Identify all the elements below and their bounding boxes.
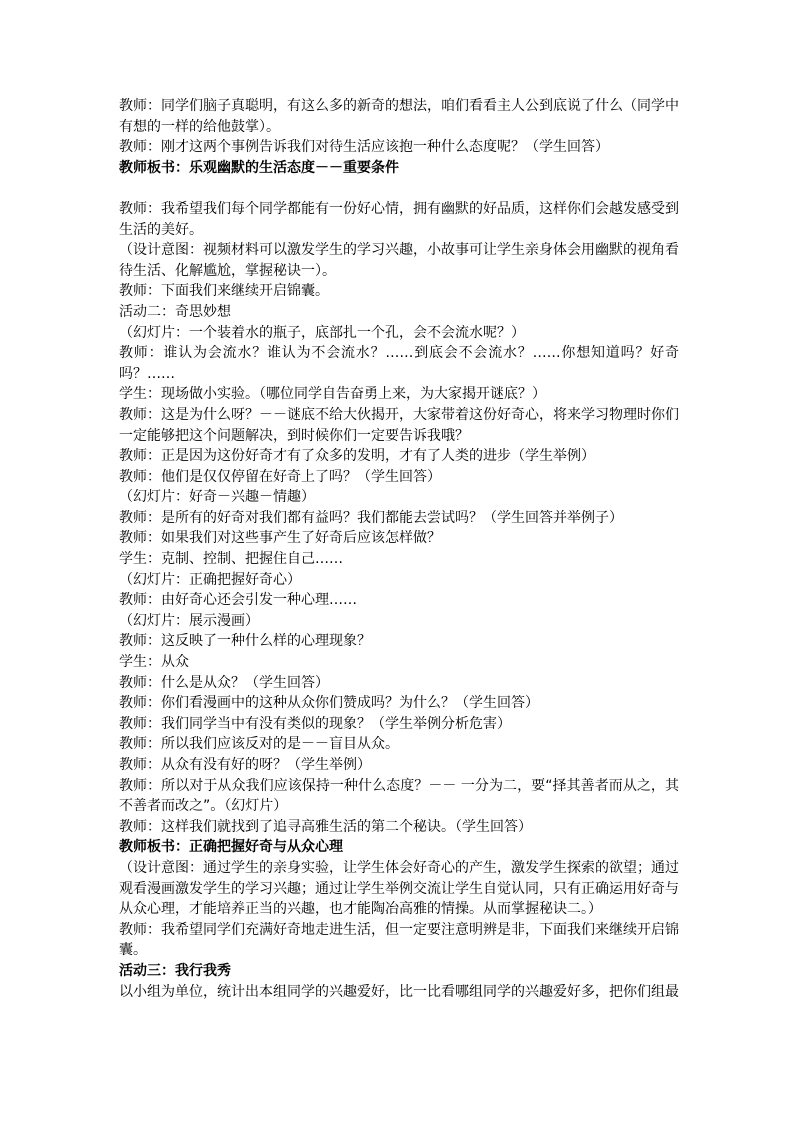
paragraph: 教师：谁认为会流水？谁认为不会流水？……到底会不会流水？……你想知道吗？好奇吗？…… [119, 345, 679, 382]
paragraph: 教师：什么是从众？（学生回答） [119, 674, 329, 691]
design-intent: （设计意图：视频材料可以激发学生的学习兴趣，小故事可让学生亲身体会用幽默的视角看待生活、化解尴尬，掌握秘诀一）。 [119, 242, 679, 279]
paragraph: 教师：这是为什么呀？－－谜底不给大伙揭开，大家带着这份好奇心，将来学习物理时你们一定能够把这个问题解决，到时候你们一定要告诉我哦？ [119, 406, 679, 444]
paragraph: 学生：现场做小实验。（哪位同学自告奋勇上来，为大家揭开谜底？） [119, 386, 546, 403]
paragraph: 教师：你们看漫画中的这种从众你们赞成吗？为什么？（学生回答） [119, 695, 539, 712]
paragraph: 教师：从众有没有好的呀？（学生举例） [119, 757, 371, 773]
paragraph: 学生：克制、控制、把握住自己…… [119, 551, 343, 568]
paragraph: 教师：刚才这两个事例告诉我们对待生活应该抱一种什么态度呢？（学生回答） [119, 139, 609, 156]
paragraph: 学生：从众 [119, 654, 189, 671]
paragraph: 以小组为单位，统计出本组同学的兴趣爱好，比一比看哪组同学的兴趣爱好多，把你们组最 [119, 983, 679, 1000]
design-intent: （设计意图：通过学生的亲身实验，让学生体会好奇心的产生，激发学生探索的欲望；通过观看漫画激发学生的学习兴趣；通过让学生举例交流让学生自觉认同，只有正确运用好奇与从众心理，才能培养正当的兴趣，也才能陶冶高雅的情操。从而掌握秘诀二。） [119, 859, 679, 918]
paragraph: 教师：所以我们应该反对的是－－盲目从众。 [119, 736, 399, 753]
paragraph: 教师：如果我们对这些事产生了好奇后应该怎样做？ [119, 530, 441, 547]
paragraph: 教师：正是因为这份好奇才有了众多的发明，才有了人类的进步（学生举例） [119, 448, 595, 465]
paragraph: 教师：这样我们就找到了追寻高雅生活的第二个秘诀。（学生回答） [119, 818, 532, 835]
blank-line [119, 178, 679, 199]
activity-heading: 活动二：奇思妙想 [119, 303, 231, 320]
paragraph: 教师：这反映了一种什么样的心理现象？ [119, 633, 371, 650]
slide-note: （幻灯片：一个装着水的瓶子，底部扎一个孔，会不会流水呢？） [119, 324, 525, 341]
paragraph: 教师：他们是仅仅停留在好奇上了吗？（学生回答） [119, 468, 441, 485]
paragraph: 教师：由好奇心还会引发一种心理…… [119, 592, 357, 609]
paragraph: 教师：所以对于从众我们应该保持一种什么态度？－－ 一分为二，要“择其善者而从之，其不善者而改之”。（幻灯片） [119, 777, 679, 815]
paragraph: 教师：同学们脑子真聪明，有这么多的新奇的想法，咱们看看主人公到底说了什么（同学中有想的一样的给他鼓掌）。 [119, 98, 679, 135]
slide-note: （幻灯片：展示漫画） [119, 612, 259, 629]
paragraph: 教师：我希望我们每个同学都能有一份好心情，拥有幽默的好品质，这样你们会越发感受到生活的美好。 [119, 200, 679, 238]
blackboard-note: 教师板书：乐观幽默的生活态度－－重要条件 [119, 159, 399, 176]
paragraph: 教师：是所有的好奇对我们都有益吗？我们都能去尝试吗？（学生回答并举例子） [119, 509, 623, 526]
activity-heading: 活动三：我行我秀 [119, 962, 231, 979]
slide-note: （幻灯片：正确把握好奇心） [119, 571, 301, 588]
paragraph: 教师：下面我们来继续开启锦囊。 [119, 283, 329, 300]
document-page [119, 96, 679, 1002]
paragraph: 教师：我希望同学们充满好奇地走进生活，但一定要注意明辨是非，下面我们来继续开启锦囊。 [119, 921, 679, 959]
paragraph: 教师：我们同学当中有没有类似的现象？（学生举例分析危害） [119, 715, 511, 732]
blackboard-note: 教师板书：正确把握好奇与从众心理 [119, 839, 343, 856]
slide-note: （幻灯片：好奇－兴趣－情趣） [119, 489, 315, 506]
